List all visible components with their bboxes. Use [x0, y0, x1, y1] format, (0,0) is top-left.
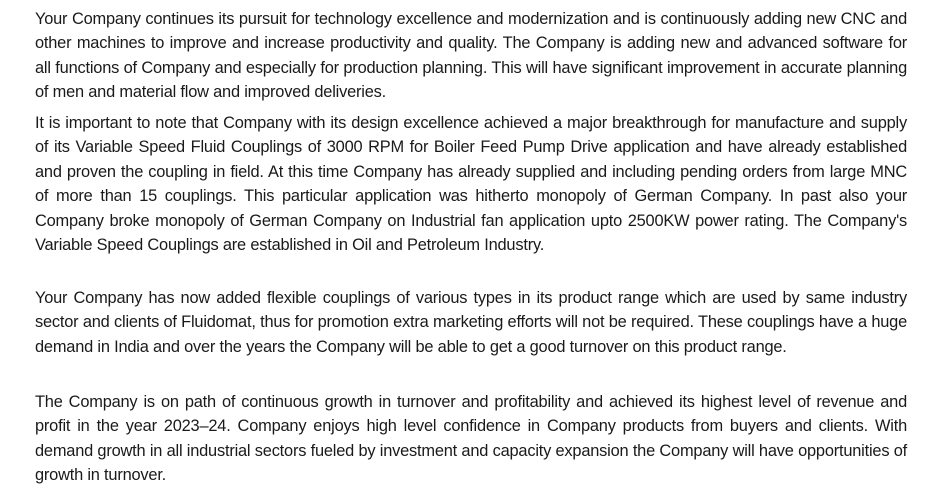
paragraph-fluid-couplings-breakthrough: It is important to note that Company with its design excellence achieved a major breakthrough for manufacture and supply of its Variable Speed Fluid Couplings of 3000 RPM for Boiler Feed Pump Drive application and have already established and proven the coupling in field. At this time Company has already supplied and including pending orders from large MNC of more than 15 couplings. This particular application was hitherto monopoly of German Company. In past also your Company broke monopoly of German Company on Industrial fan application upto 2500KW power rating. The Company's Variable Speed Couplings are established in Oil and Petroleum Industry.	[35, 114, 907, 255]
paragraph-growth-outlook: The Company is on path of continuous growth in turnover and profitability and achieved its highest level of revenue and profit in the year 2023–24. Company enjoys high level confidence in Company products from buyers and clients. With demand growth in all industrial sectors fueled by investment and capacity expansion the Company will have opportunities of growth in turnover.	[35, 393, 907, 485]
paragraph-technology-modernization: Your Company continues its pursuit for technology excellence and modernization and is continuously adding new CNC and other machines to improve and increase productivity and quality. The Company is adding new and advanced software for all functions of Company and especially for production planning. This will have significant improvement in accurate planning of men and material flow and improved deliveries.	[35, 10, 907, 102]
paragraph-flexible-couplings: Your Company has now added flexible couplings of various types in its product range which are used by same industry sector and clients of Fluidomat, thus for promotion extra marketing efforts will not be required. These couplings have a huge demand in India and over the years the Company will be able to get a good turnover on this product range.	[35, 289, 907, 356]
